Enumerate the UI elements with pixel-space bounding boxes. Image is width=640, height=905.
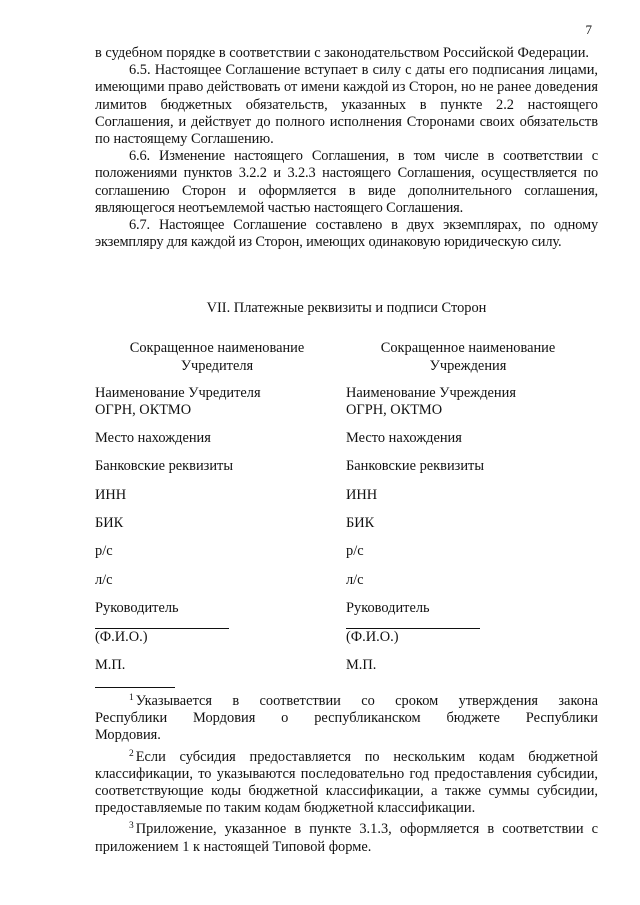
footnote-text: Приложение, указанное в пункте 3.1.3, оформляется в соответствии с приложением 1 к настоящей Типовой форме. (95, 821, 598, 855)
institution-ls: л/с (346, 572, 364, 588)
founder-ls: л/с (95, 572, 113, 588)
institution-rs: р/с (346, 543, 364, 559)
institution-column (346, 340, 586, 673)
page-number: 7 (585, 22, 592, 37)
footnote-separator (95, 687, 175, 688)
paragraph-6-7: 6.7. Настоящее Соглашение составлено в двух экземплярах, по одному экземпляру для каждой из Сторон, имеющих одинаковую юридическую силу. (95, 217, 598, 251)
institution-header: Сокращенное наименование Учреждения (380, 340, 556, 374)
founder-ogrn: ОГРН, ОКТМО (95, 402, 192, 418)
institution-name: Наименование Учреждения (346, 385, 516, 401)
agreement-text (95, 45, 598, 251)
paragraph-6-5: 6.5. Настоящее Соглашение вступает в силу с даты его подписания лицами, имеющими право действовать от имени каждой из Сторон, но не ранее доведения лимитов бюджетных обязательств, указанных в пункте 2.2 настоящего Соглашения, и действует до полного исполнения Сторонами своих обязательств по настоящему Соглашению. (95, 62, 598, 148)
founder-column (95, 340, 335, 673)
footnote-mark: 1 (129, 693, 134, 703)
founder-rs: р/с (95, 543, 113, 559)
footnote-text: Если субсидия предоставляется по нескольким кодам бюджетной классификации, то указываются последовательно год предоставления субсидии, соответствующие коды бюджетной классификации, а также суммы субсидии, предоставляемые по таким кодам бюджетной классификации. (95, 748, 598, 817)
institution-bik: БИК (346, 515, 375, 531)
founder-inn: ИНН (95, 487, 127, 503)
founder-name: Наименование Учредителя (95, 385, 261, 401)
founder-fio: (Ф.И.О.) (95, 629, 148, 645)
footnote-2 (95, 746, 598, 818)
institution-head: Руководитель (346, 600, 430, 616)
footnote-mark: 3 (129, 821, 134, 832)
institution-location: Место нахождения (346, 430, 462, 446)
founder-header: Сокращенное наименование Учредителя (129, 340, 305, 374)
section-title: VII. Платежные реквизиты и подписи Сторон (206, 300, 487, 316)
founder-head: Руководитель (95, 600, 179, 616)
founder-bik: БИК (95, 515, 124, 531)
paragraph-continuation: в судебном порядке в соответствии с законодательством Российской Федерации. (95, 45, 590, 61)
institution-fio: (Ф.И.О.) (346, 629, 399, 645)
paragraph-6-6: 6.6. Изменение настоящего Соглашения, в том числе в соответствии с положениями пунктов 3.2.2 и 3.2.3 настоящего Соглашения, осуществляется по соглашению Сторон и оформляется в виде дополнительного соглашения, являющегося неотъемлемой частью настоящего Соглашения. (95, 148, 598, 216)
institution-inn: ИНН (346, 487, 378, 503)
footnote-mark: 2 (129, 748, 134, 759)
founder-location: Место нахождения (95, 430, 211, 446)
footnotes (95, 690, 598, 857)
institution-bank: Банковские реквизиты (346, 458, 484, 474)
footnote-text: Указывается в соответствии со сроком утверждения закона Республики Мордовия о республиканском бюджете Республики Мордовия. (95, 693, 598, 744)
institution-ogrn: ОГРН, ОКТМО (346, 402, 443, 418)
founder-bank: Банковские реквизиты (95, 458, 233, 474)
footnote-3 (95, 818, 598, 855)
institution-stamp: М.П. (346, 657, 377, 673)
footnote-1 (95, 690, 598, 745)
founder-stamp: М.П. (95, 657, 126, 673)
